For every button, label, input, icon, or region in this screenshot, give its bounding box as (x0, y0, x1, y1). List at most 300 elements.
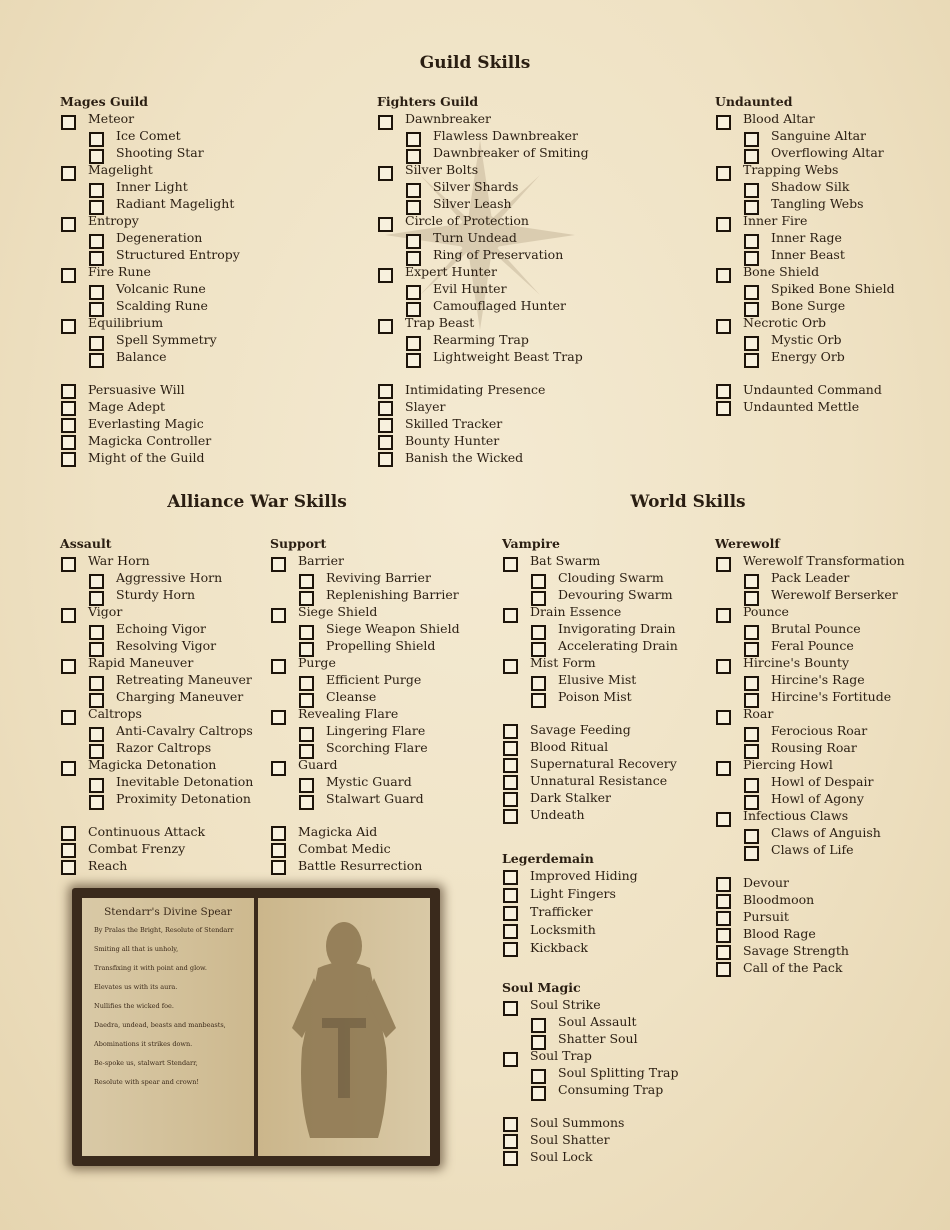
skill-degeneration (60, 229, 360, 246)
skill-poison-mist (502, 688, 707, 705)
skill-label: Werewolf Transformation (743, 553, 905, 568)
skill-label: Razor Caltrops (116, 740, 212, 755)
skill-claws-of-anguish (715, 824, 940, 841)
skill-brutal-pounce (715, 620, 940, 637)
skill-scalding-rune (60, 297, 360, 314)
skill-label: Caltrops (88, 706, 142, 721)
skill-label: Locksmith (530, 922, 596, 937)
skill-call-of-the-pack (715, 959, 940, 976)
skill-label: Undaunted Mettle (743, 399, 860, 414)
skill-label: Invigorating Drain (558, 621, 676, 636)
skill-shatter-soul (502, 1030, 707, 1047)
skill-bloodmoon (715, 891, 940, 908)
checkbox[interactable] (503, 809, 518, 824)
skill-cleanse (270, 688, 490, 705)
skill-label: Piercing Howl (743, 757, 833, 772)
checkbox[interactable] (716, 401, 731, 416)
skill-label: Reviving Barrier (326, 570, 431, 585)
skill-label: Mist Form (530, 655, 596, 670)
skill-battle-resurrection (270, 857, 490, 874)
skill-sanguine-altar (715, 127, 935, 144)
skill-label: Mystic Orb (771, 332, 842, 347)
checkbox[interactable] (716, 911, 731, 926)
skill-anti-cavalry-caltrops (60, 722, 265, 739)
checkbox[interactable] (503, 775, 518, 790)
skill-soul-lock (502, 1148, 707, 1165)
skill-camouflaged-hunter (377, 297, 677, 314)
skill-label: Fire Rune (88, 264, 151, 279)
skill-aggressive-horn (60, 569, 265, 586)
skill-label: Stalwart Guard (326, 791, 424, 806)
skill-soul-shatter (502, 1131, 707, 1148)
skill-label: Mage Adept (88, 399, 166, 414)
world-skills-heading: World Skills (630, 492, 746, 512)
skill-label: Silver Leash (433, 196, 512, 211)
skill-label: Siege Shield (298, 604, 378, 619)
skill-razor-caltrops (60, 739, 265, 756)
skill-label: Expert Hunter (405, 264, 497, 279)
skill-revealing-flare (270, 705, 490, 722)
skill-light-fingers (502, 885, 707, 903)
checkbox[interactable] (531, 1086, 546, 1101)
skill-turn-undead (377, 229, 677, 246)
checkbox[interactable] (89, 795, 104, 810)
skill-label: Ferocious Roar (771, 723, 868, 738)
skill-label: Scalding Rune (116, 298, 208, 313)
skill-label: Resolving Vigor (116, 638, 217, 653)
skill-purge (270, 654, 490, 671)
skill-scorching-flare (270, 739, 490, 756)
checkbox[interactable] (531, 693, 546, 708)
skill-trapping-webs (715, 161, 935, 178)
skill-label: Retreating Maneuver (116, 672, 252, 687)
fighters-guild-column (377, 93, 677, 466)
book-line: Elevates us with its aura. (94, 983, 178, 991)
skill-hircine-s-rage (715, 671, 940, 688)
skill-vigor (60, 603, 265, 620)
skill-label: Revealing Flare (298, 706, 399, 721)
checkbox[interactable] (378, 401, 393, 416)
skill-might-of-the-guild (60, 449, 360, 466)
checkbox[interactable] (744, 846, 759, 861)
skill-label: Inevitable Detonation (116, 774, 254, 789)
skill-label: Battle Resurrection (298, 858, 423, 873)
skill-trap-beast (377, 314, 677, 331)
skill-label: Magelight (88, 162, 153, 177)
skill-label: Roar (743, 706, 774, 721)
skill-label: Soul Assault (558, 1014, 637, 1029)
skill-label: Pack Leader (771, 570, 850, 585)
skill-charging-maneuver (60, 688, 265, 705)
checkbox[interactable] (716, 945, 731, 960)
skill-blood-ritual (502, 738, 707, 755)
checkbox[interactable] (61, 826, 76, 841)
checkbox[interactable] (716, 928, 731, 943)
checkbox[interactable] (744, 353, 759, 368)
skill-howl-of-agony (715, 790, 940, 807)
checkbox[interactable] (503, 792, 518, 807)
skill-label: Shooting Star (116, 145, 204, 160)
legerdemain-column (502, 850, 707, 957)
skill-label: Energy Orb (771, 349, 845, 364)
skill-label: Scorching Flare (326, 740, 428, 755)
checkbox[interactable] (503, 924, 518, 939)
skill-skilled-tracker (377, 415, 677, 432)
skill-siege-weapon-shield (270, 620, 490, 637)
skill-reviving-barrier (270, 569, 490, 586)
werewolf-column (715, 535, 940, 976)
skill-label: Blood Ritual (530, 739, 609, 754)
checkbox[interactable] (271, 843, 286, 858)
checkbox[interactable] (378, 452, 393, 467)
skill-drain-essence (502, 603, 707, 620)
skill-label: Structured Entropy (116, 247, 240, 262)
skill-unnatural-resistance (502, 772, 707, 789)
skill-label: Bloodmoon (743, 892, 815, 907)
checkbox[interactable] (503, 758, 518, 773)
skill-label: Meteor (88, 111, 135, 126)
skill-shooting-star (60, 144, 360, 161)
skill-label: Elusive Mist (558, 672, 637, 687)
skill-undaunted-mettle (715, 398, 935, 415)
guild-skills-heading: Guild Skills (419, 53, 531, 73)
checkbox[interactable] (299, 795, 314, 810)
checkbox[interactable] (89, 353, 104, 368)
book-text (82, 926, 254, 1086)
checkbox[interactable] (378, 435, 393, 450)
skill-intimidating-presence (377, 381, 677, 398)
skill-infectious-claws (715, 807, 940, 824)
skill-howl-of-despair (715, 773, 940, 790)
skill-ice-comet (60, 127, 360, 144)
skill-label: Pursuit (743, 909, 789, 924)
skill-label: Turn Undead (433, 230, 517, 245)
skill-label: Vigor (88, 604, 123, 619)
skill-radiant-magelight (60, 195, 360, 212)
skill-silver-leash (377, 195, 677, 212)
skill-blood-rage (715, 925, 940, 942)
checkbox[interactable] (61, 860, 76, 875)
skill-continuous-attack (60, 823, 265, 840)
skill-retreating-maneuver (60, 671, 265, 688)
skill-label: Propelling Shield (326, 638, 436, 653)
skill-label: Soul Summons (530, 1115, 625, 1130)
skill-label: Call of the Pack (743, 960, 843, 975)
skill-label: Dawnbreaker of Smiting (433, 145, 589, 160)
checkbox[interactable] (503, 1117, 518, 1132)
skill-inner-fire (715, 212, 935, 229)
skill-soul-splitting-trap (502, 1064, 707, 1081)
skill-siege-shield (270, 603, 490, 620)
skill-balance (60, 348, 360, 365)
skill-magicka-detonation (60, 756, 265, 773)
checkbox[interactable] (378, 418, 393, 433)
skill-label: Combat Medic (298, 841, 391, 856)
skill-supernatural-recovery (502, 755, 707, 772)
checkbox[interactable] (503, 1151, 518, 1166)
checkbox[interactable] (503, 741, 518, 756)
skill-trafficker (502, 903, 707, 921)
skill-consuming-trap (502, 1081, 707, 1098)
book-right-page (258, 898, 430, 1156)
skill-label: Skilled Tracker (405, 416, 503, 431)
skill-label: Soul Splitting Trap (558, 1065, 679, 1080)
checkbox[interactable] (503, 1134, 518, 1149)
group-title: Assault (60, 536, 112, 551)
skill-label: Devouring Swarm (558, 587, 673, 602)
skill-barrier (270, 552, 490, 569)
skill-label: Might of the Guild (88, 450, 205, 465)
skill-label: Brutal Pounce (771, 621, 861, 636)
skill-label: Inner Fire (743, 213, 808, 228)
skill-rapid-maneuver (60, 654, 265, 671)
checkbox[interactable] (503, 942, 518, 957)
skill-label: Evil Hunter (433, 281, 507, 296)
checkbox[interactable] (271, 826, 286, 841)
checkbox[interactable] (716, 894, 731, 909)
skill-label: Sanguine Altar (771, 128, 867, 143)
skill-label: Blood Altar (743, 111, 815, 126)
skill-label: Trafficker (530, 904, 593, 919)
skill-label: Spell Symmetry (116, 332, 217, 347)
skill-label: Soul Shatter (530, 1132, 610, 1147)
skill-proximity-detonation (60, 790, 265, 807)
skill-label: Rapid Maneuver (88, 655, 194, 670)
checkbox[interactable] (716, 877, 731, 892)
skill-label: Magicka Controller (88, 433, 212, 448)
checkbox[interactable] (716, 384, 731, 399)
skill-label: Clouding Swarm (558, 570, 664, 585)
book-line: By Pralas the Bright, Resolute of Stendarr (94, 926, 234, 934)
skill-label: Claws of Anguish (771, 825, 881, 840)
skill-label: Consuming Trap (558, 1082, 664, 1097)
skill-label: Dark Stalker (530, 790, 611, 805)
skill-inner-beast (715, 246, 935, 263)
skill-improved-hiding (502, 867, 707, 885)
skill-clouding-swarm (502, 569, 707, 586)
skill-label: Rearming Trap (433, 332, 529, 347)
undaunted-column (715, 93, 935, 415)
skill-label: Howl of Agony (771, 791, 864, 806)
skill-label: Barrier (298, 553, 344, 568)
skill-stalwart-guard (270, 790, 490, 807)
skill-dark-stalker (502, 789, 707, 806)
alliance-war-skills-heading: Alliance War Skills (167, 492, 347, 512)
skill-undeath (502, 806, 707, 823)
mages-guild-column (60, 93, 360, 466)
skill-caltrops (60, 705, 265, 722)
skill-label: Slayer (405, 399, 446, 414)
skill-label: Necrotic Orb (743, 315, 827, 330)
skill-label: Inner Light (116, 179, 188, 194)
skill-label: Kickback (530, 940, 588, 955)
skill-combat-frenzy (60, 840, 265, 857)
skill-magicka-controller (60, 432, 360, 449)
skill-bounty-hunter (377, 432, 677, 449)
book-line: Daedra, undead, beasts and manbeasts, (94, 1021, 226, 1029)
checkbox[interactable] (716, 962, 731, 977)
skill-label: Bone Shield (743, 264, 820, 279)
skill-circle-of-protection (377, 212, 677, 229)
skill-label: Ice Comet (116, 128, 181, 143)
skill-lightweight-beast-trap (377, 348, 677, 365)
skill-reach (60, 857, 265, 874)
skill-label: Trap Beast (405, 315, 475, 330)
skill-label: Guard (298, 757, 338, 772)
checkbox[interactable] (61, 435, 76, 450)
skill-mystic-guard (270, 773, 490, 790)
skill-silver-bolts (377, 161, 677, 178)
skill-flawless-dawnbreaker (377, 127, 677, 144)
skill-label: Soul Trap (530, 1048, 592, 1063)
skill-label: Reach (88, 858, 128, 873)
skill-label: Magicka Detonation (88, 757, 217, 772)
checkbox[interactable] (61, 384, 76, 399)
skill-label: Undeath (530, 807, 585, 822)
assault-column (60, 535, 265, 874)
skill-label: Unnatural Resistance (530, 773, 668, 788)
skill-pack-leader (715, 569, 940, 586)
skill-everlasting-magic (60, 415, 360, 432)
skill-inner-rage (715, 229, 935, 246)
skill-label: Replenishing Barrier (326, 587, 459, 602)
skill-label: Balance (116, 349, 167, 364)
group-title: Mages Guild (60, 94, 149, 109)
skill-label: Mystic Guard (326, 774, 412, 789)
skill-label: Combat Frenzy (88, 841, 186, 856)
skill-combat-medic (270, 840, 490, 857)
skill-accelerating-drain (502, 637, 707, 654)
skill-kickback (502, 939, 707, 957)
skill-label: Silver Bolts (405, 162, 479, 177)
skill-label: Volcanic Rune (116, 281, 206, 296)
skill-invigorating-drain (502, 620, 707, 637)
skill-fire-rune (60, 263, 360, 280)
checkbox[interactable] (378, 384, 393, 399)
skill-undaunted-command (715, 381, 935, 398)
skill-label: Camouflaged Hunter (433, 298, 567, 313)
skill-label: Magicka Aid (298, 824, 378, 839)
book-illustration (72, 888, 440, 1166)
book-line: Be-spoke us, stalwart Stendarr, (94, 1059, 198, 1067)
skill-soul-trap (502, 1047, 707, 1064)
skill-label: Banish the Wicked (405, 450, 524, 465)
book-line: Transfixing it with point and glow. (94, 964, 207, 972)
skill-label: Soul Lock (530, 1149, 593, 1164)
skill-banish-the-wicked (377, 449, 677, 466)
group-title: Legerdemain (502, 851, 594, 866)
group-title: Undaunted (715, 94, 793, 109)
book-line: Smiting all that is unholy, (94, 945, 179, 953)
skill-expert-hunter (377, 263, 677, 280)
skill-label: Feral Pounce (771, 638, 854, 653)
checkbox[interactable] (503, 906, 518, 921)
skill-werewolf-transformation (715, 552, 940, 569)
checkbox[interactable] (406, 353, 421, 368)
skill-label: Light Fingers (530, 886, 616, 901)
checkbox[interactable] (271, 860, 286, 875)
skill-label: Bat Swarm (530, 553, 601, 568)
skill-savage-feeding (502, 721, 707, 738)
skill-label: War Horn (88, 553, 150, 568)
skill-inner-light (60, 178, 360, 195)
skill-blood-altar (715, 110, 935, 127)
checkbox[interactable] (61, 452, 76, 467)
skill-bone-shield (715, 263, 935, 280)
skill-silver-shards (377, 178, 677, 195)
skill-label: Everlasting Magic (88, 416, 204, 431)
skill-label: Aggressive Horn (116, 570, 223, 585)
checkbox[interactable] (503, 870, 518, 885)
skill-label: Trapping Webs (743, 162, 839, 177)
skill-label: Equilibrium (88, 315, 164, 330)
skill-label: Accelerating Drain (558, 638, 678, 653)
skill-label: Tangling Webs (771, 196, 864, 211)
support-column (270, 535, 490, 874)
skill-hircine-s-fortitude (715, 688, 940, 705)
checkbox[interactable] (61, 418, 76, 433)
skill-structured-entropy (60, 246, 360, 263)
skill-label: Intimidating Presence (405, 382, 546, 397)
skill-werewolf-berserker (715, 586, 940, 603)
checkbox[interactable] (503, 888, 518, 903)
skill-label: Cleanse (326, 689, 377, 704)
skill-label: Purge (298, 655, 336, 670)
checkbox[interactable] (503, 724, 518, 739)
skill-dawnbreaker-of-smiting (377, 144, 677, 161)
skill-volcanic-rune (60, 280, 360, 297)
book-line: Resolute with spear and crown! (94, 1078, 199, 1086)
checkbox[interactable] (61, 401, 76, 416)
skill-label: Silver Shards (433, 179, 519, 194)
skill-label: Infectious Claws (743, 808, 849, 823)
skill-mist-form (502, 654, 707, 671)
skill-label: Rousing Roar (771, 740, 857, 755)
group-title: Support (270, 536, 327, 551)
skill-label: Supernatural Recovery (530, 756, 677, 771)
skill-label: Bone Surge (771, 298, 846, 313)
skill-shadow-silk (715, 178, 935, 195)
skill-label: Hircine's Bounty (743, 655, 850, 670)
skill-rousing-roar (715, 739, 940, 756)
skill-ring-of-preservation (377, 246, 677, 263)
skill-bat-swarm (502, 552, 707, 569)
skill-persuasive-will (60, 381, 360, 398)
skill-lingering-flare (270, 722, 490, 739)
skill-label: Degeneration (116, 230, 203, 245)
skill-label: Overflowing Altar (771, 145, 884, 160)
skill-label: Shatter Soul (558, 1031, 638, 1046)
skill-locksmith (502, 921, 707, 939)
skill-hircine-s-bounty (715, 654, 940, 671)
skill-evil-hunter (377, 280, 677, 297)
skill-label: Hircine's Fortitude (771, 689, 892, 704)
skill-elusive-mist (502, 671, 707, 688)
skill-label: Radiant Magelight (116, 196, 235, 211)
skill-label: Ring of Preservation (433, 247, 564, 262)
skill-war-horn (60, 552, 265, 569)
skill-inevitable-detonation (60, 773, 265, 790)
skill-pounce (715, 603, 940, 620)
skill-roar (715, 705, 940, 722)
book-title: Stendarr's Divine Spear (104, 906, 232, 918)
skill-efficient-purge (270, 671, 490, 688)
skill-label: Charging Maneuver (116, 689, 244, 704)
checkbox[interactable] (61, 843, 76, 858)
skill-label: Shadow Silk (771, 179, 850, 194)
skill-label: Devour (743, 875, 790, 890)
skill-label: Claws of Life (771, 842, 854, 857)
